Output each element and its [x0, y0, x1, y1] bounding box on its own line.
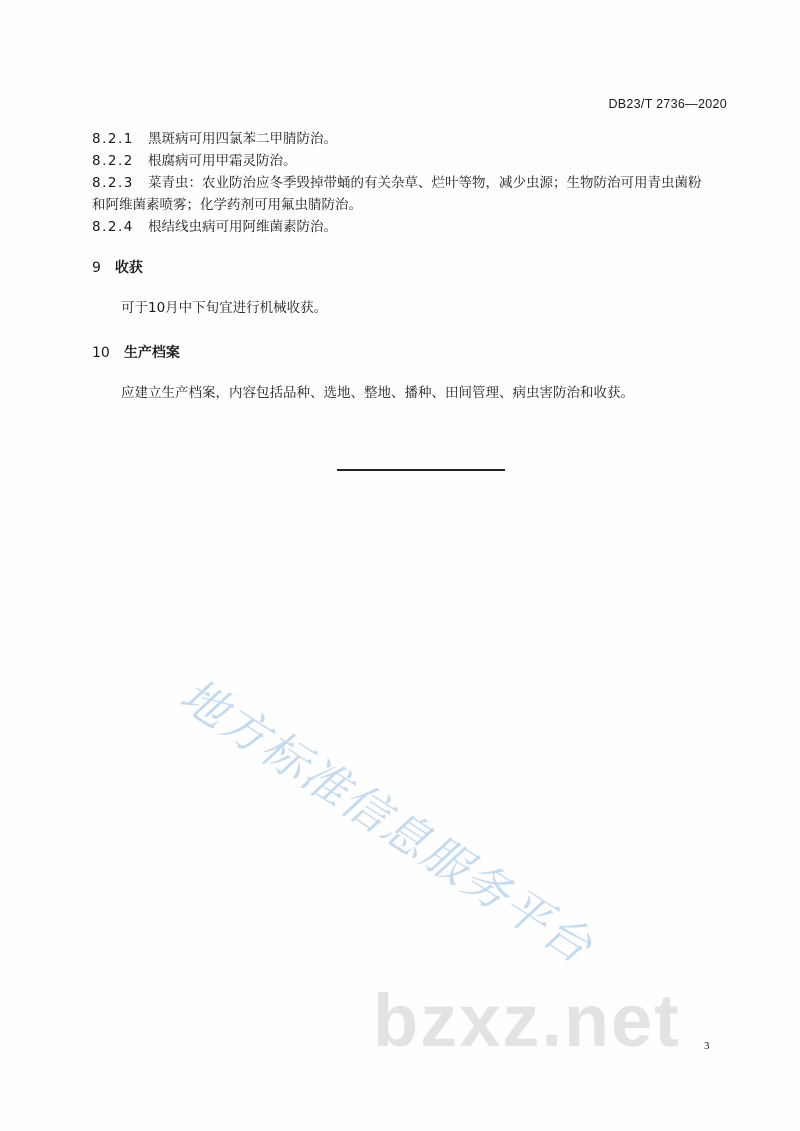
clause-text-continued: 和阿维菌素喷雾；化学药剂可用氟虫腈防治。: [92, 197, 362, 213]
watermark-site: bzxz.net: [373, 979, 681, 1062]
clause-text: 根结线虫病可用阿维菌素防治。: [148, 219, 337, 235]
clause-text: 菜青虫：农业防治应冬季毁掉带蛹的有关杂草、烂叶等物，减少虫源；生物防治可用青虫菌粉: [148, 175, 702, 191]
section-title: 生产档案: [123, 345, 180, 361]
clause-text: 根腐病可用甲霜灵防治。: [148, 153, 297, 169]
document-code: DB23/T 2736—2020: [608, 97, 727, 111]
clause-8-2-4: [92, 216, 712, 238]
clause-8-2-1: [92, 128, 712, 150]
watermark-platform-name: 地方标准信息服务平台: [170, 667, 603, 975]
clause-number: 8.2.3: [92, 175, 134, 191]
section-title: 收获: [114, 260, 143, 276]
clause-number: 8.2.2: [92, 153, 134, 169]
section-number: 10: [92, 345, 110, 361]
section-heading-production-records: [92, 343, 180, 363]
clause-8-2-2: [92, 150, 712, 172]
section-number: 9: [92, 260, 101, 276]
section-body-harvest: 可于10月中下旬宜进行机械收获。: [121, 300, 328, 316]
section-body-production-records: 应建立生产档案，内容包括品种、选地、整地、播种、田间管理、病虫害防治和收获。: [121, 385, 634, 401]
end-of-document-rule: [337, 469, 505, 471]
page-number: 3: [704, 1040, 710, 1052]
clause-text: 黑斑病可用四氯苯二甲腈防治。: [148, 131, 337, 147]
clause-number: 8.2.4: [92, 219, 134, 235]
clause-8-2-3: [92, 172, 712, 216]
section-heading-harvest: [92, 258, 143, 278]
clause-number: 8.2.1: [92, 131, 134, 147]
